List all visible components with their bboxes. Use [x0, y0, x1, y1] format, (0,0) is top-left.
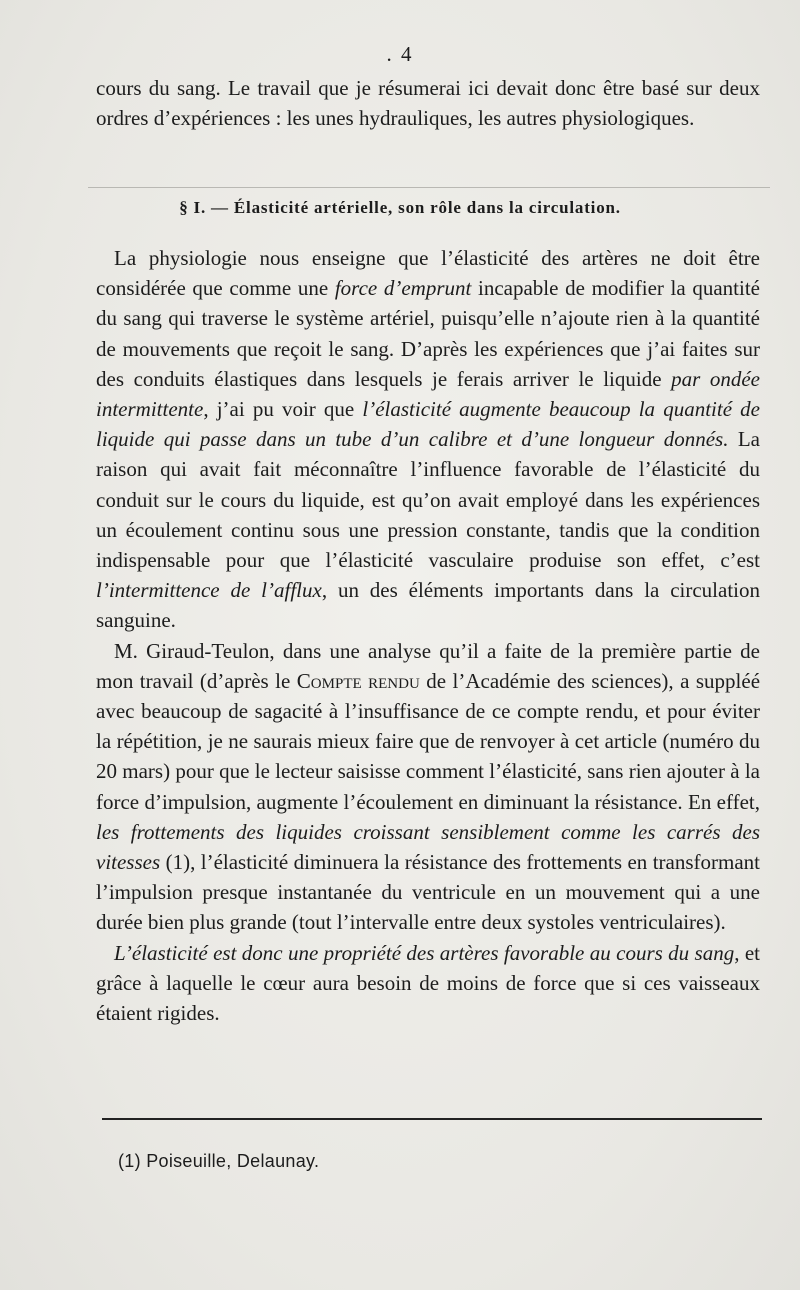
intro-text: cours du sang. Le travail que je résumerai ici devait donc être basé sur deux ordres d’expériences : les unes hydrauliques, les autres physiologiques.: [96, 76, 760, 131]
p1-part3: , j’ai pu voir que: [203, 397, 363, 422]
p3-part1: , et grâce à laquelle le cœur aura besoin de moins de force que si ces vaisseaux étaient rigides.: [96, 940, 761, 1026]
page-number: . 4: [386, 42, 414, 66]
p1-italic1: force d’emprunt: [334, 276, 472, 301]
p2-part1: M. Giraud-Teulon, dans une analyse qu’il a faite de la première partie de mon travail (d’après le: [96, 638, 760, 693]
p1-part5: , un des éléments importants dans la circulation sanguine.: [96, 578, 761, 633]
paragraph-2: [96, 636, 760, 938]
p3-italic1: L’élasticité est donc une propriété des artères favorable au cours du sang: [114, 940, 735, 965]
p1-part2: incapable de modifier la quantité du sang qui traverse le système artériel, puisqu’elle n’ajoute rien à la quantité de mouvements que reçoit le sang. D’après les expériences que j’ai faites sur des conduits élastiques dans lesquels je ferais arriver le liquide: [96, 276, 760, 391]
intro-paragraph: [96, 73, 760, 133]
p1-part1: La physiologie nous enseigne que l’élasticité des artères ne doit être considérée que comme une: [96, 246, 760, 301]
p1-part4: La raison qui avait fait méconnaître l’influence favorable de l’élasticité du conduit sur le cours du liquide, est qu’on avait employé dans les expériences un écoulement continu sous une pression constante, tandis que la condition indispensable pour que l’élasticité vasculaire produise son effet, c’est: [96, 427, 761, 573]
section-rule: [88, 187, 770, 188]
section-heading: § I. — Élasticité artérielle, son rôle dans la circulation.: [179, 198, 621, 217]
footnote-rule: [102, 1118, 762, 1120]
body-text: [96, 243, 760, 1028]
p1-italic4: l’intermittence de l’afflux: [96, 578, 322, 603]
footnote: (1) Poiseuille, Delaunay.: [118, 1151, 320, 1171]
p2-smallcaps1: Compte rendu: [296, 668, 420, 693]
paragraph-3: [96, 938, 760, 1029]
p2-italic1: les frottements des liquides croissant sensiblement comme les carrés des vitesses: [96, 819, 760, 875]
paragraph-1: [96, 243, 760, 636]
p2-part3: (1), l’élasticité diminuera la résistance des frottements en transformant l’impulsion presque instantanée du ventricule en un mouvement qui a une durée bien plus grande (tout l’intervalle entre deux systoles ventriculaires).: [96, 850, 760, 935]
p2-part2: de l’Académie des sciences), a suppléé avec beaucoup de sagacité à l’insuffisance de ce compte rendu, et pour éviter la répétition, je ne saurais mieux faire que de renvoyer à cet article (numéro du 20 mars) pour que le lecteur saisisse comment l’élasticité, sans rien ajouter à la force d’impulsion, augmente l’écoulement en diminuant la résistance. En effet,: [96, 668, 761, 814]
p1-italic2: par ondée intermittente: [96, 366, 760, 422]
p1-italic3: l’élasticité augmente beaucoup la quantité de liquide qui passe dans un tube d’un calibre et d’une longueur donnés.: [96, 397, 760, 452]
